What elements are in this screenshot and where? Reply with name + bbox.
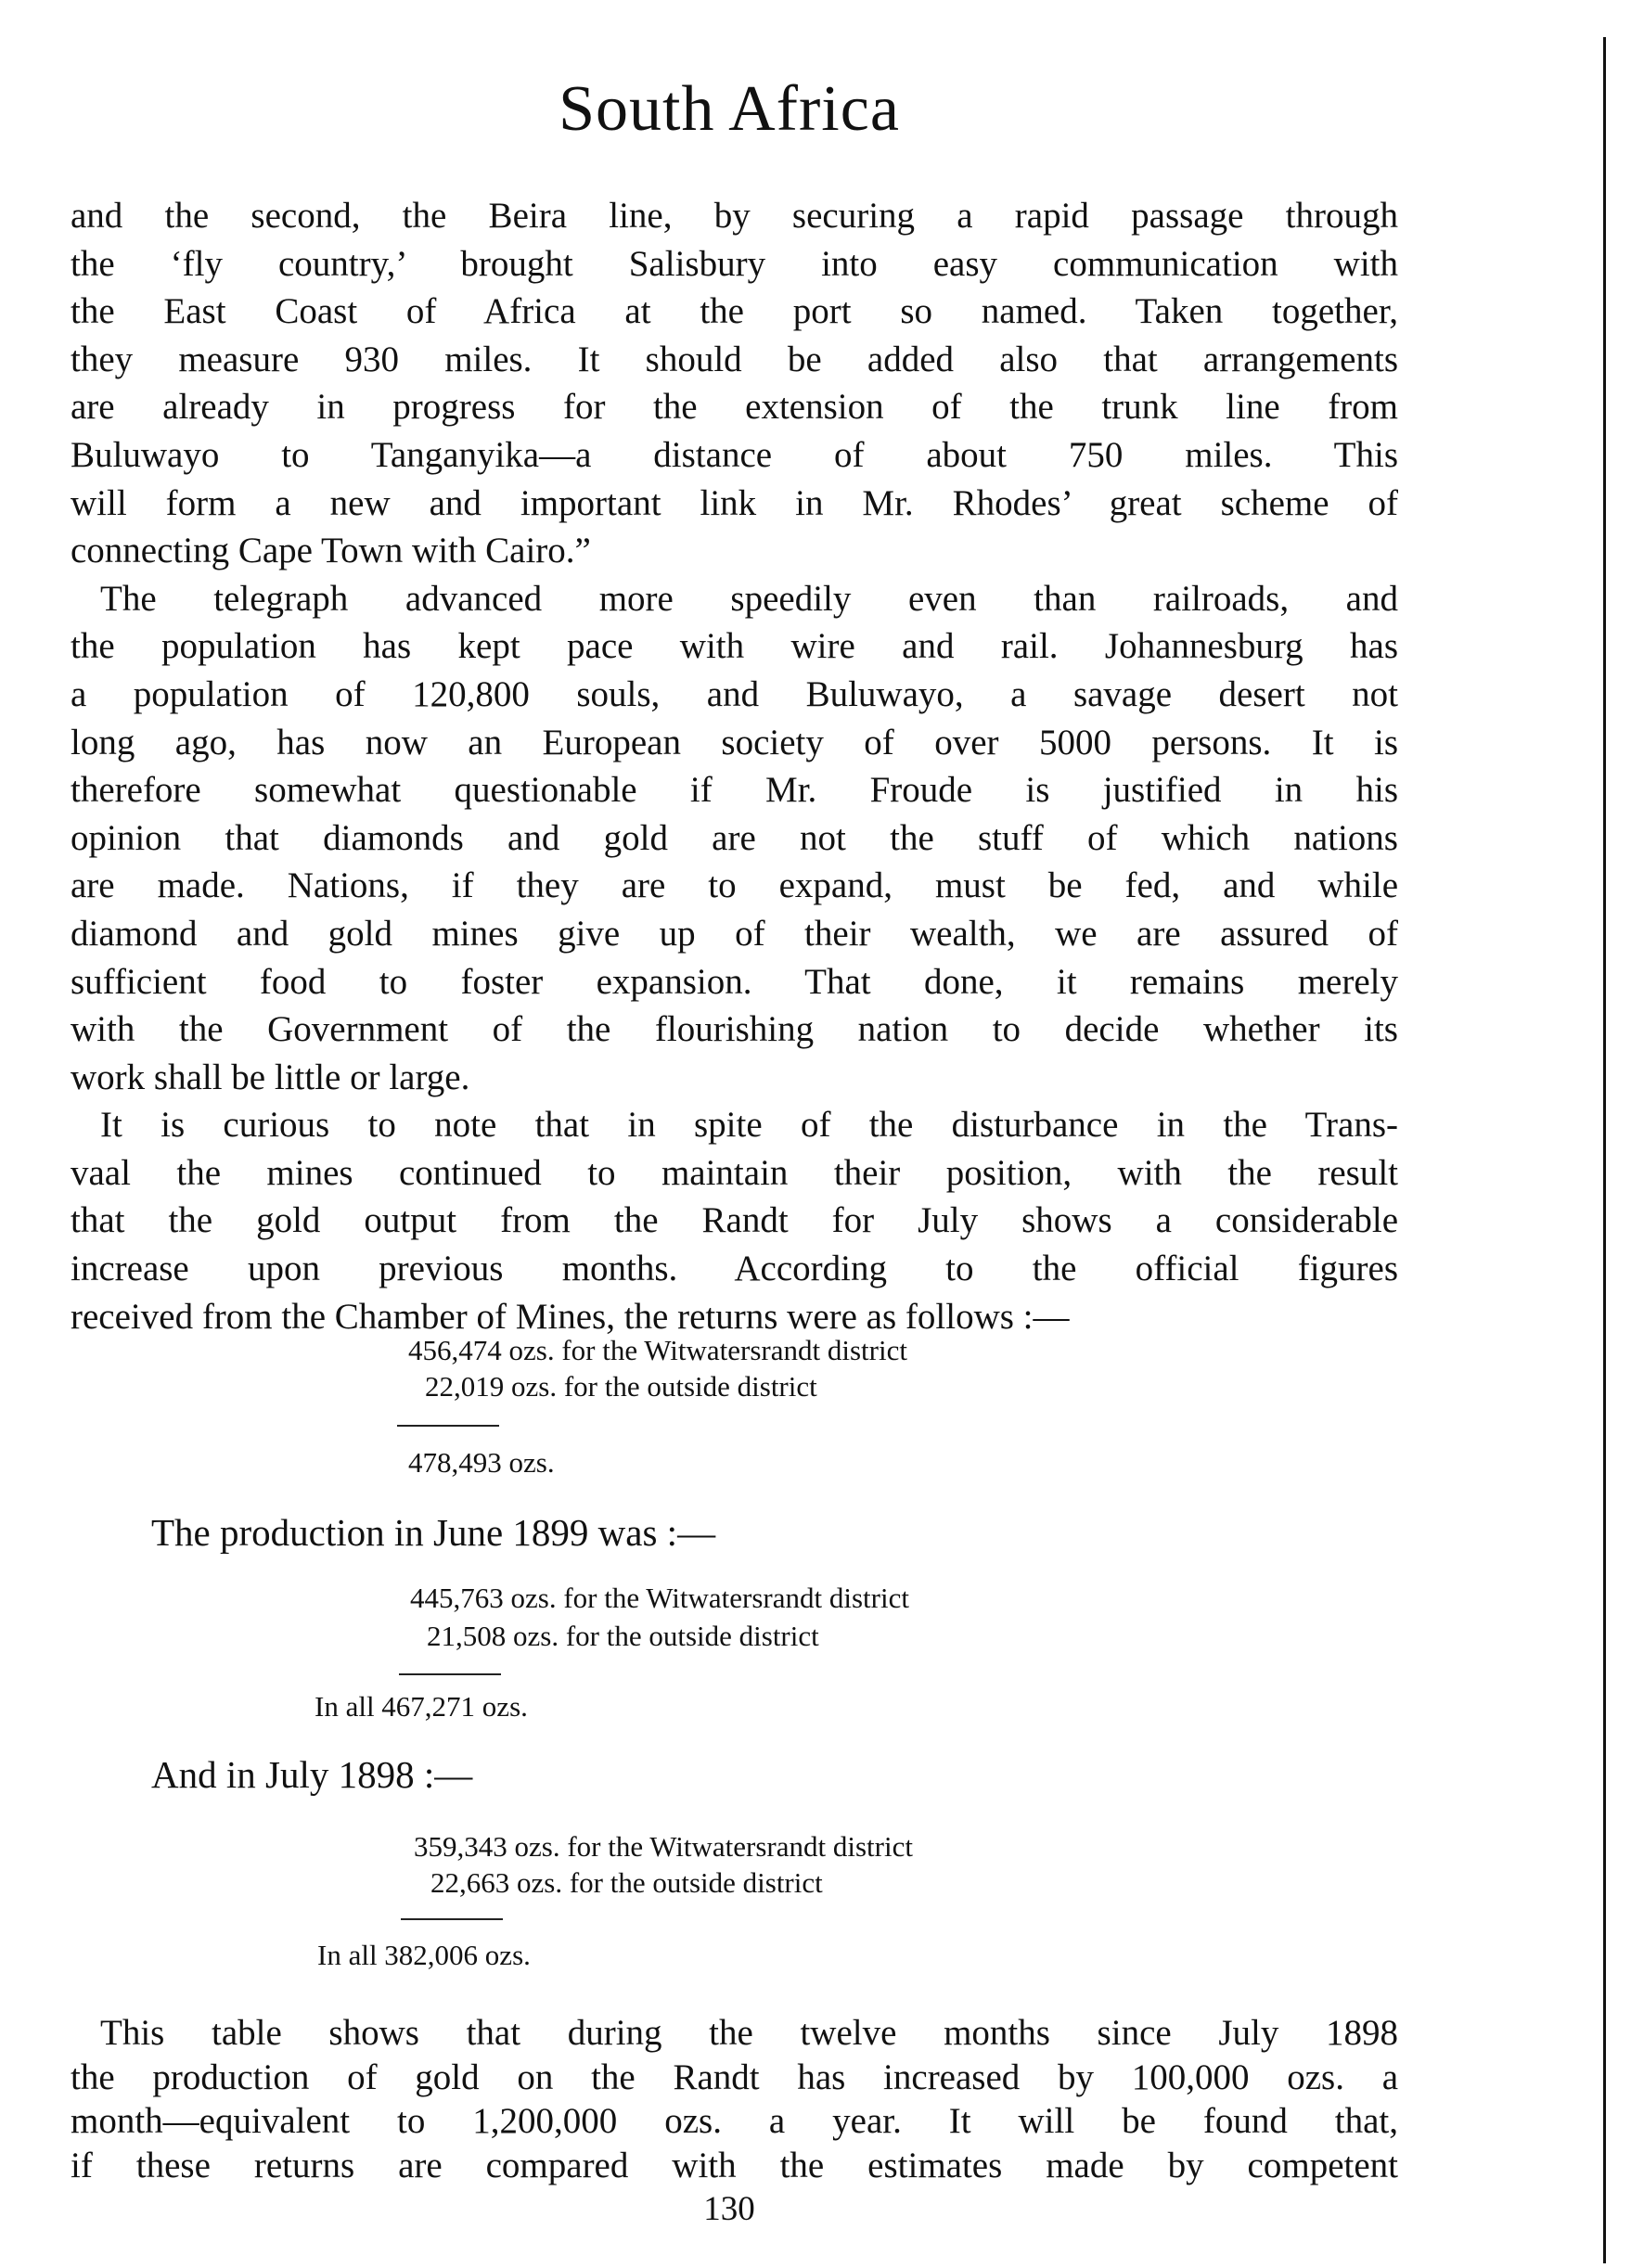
text-line: work shall be little or large. [71, 1057, 470, 1097]
table-lead: The production in June 1899 was :— [151, 1511, 716, 1554]
text-line: they measure 930 miles. It should be added also that arrangements [71, 339, 1398, 379]
text-line: connecting Cape Town with Cairo.” [71, 531, 591, 571]
text-line: if these returns are compared with the estimates made by competent [71, 2146, 1398, 2186]
text-line: increase upon previous months. According to the official figures [71, 1249, 1398, 1289]
text-line: with the Government of the flourishing nation to decide whether its [71, 1009, 1398, 1050]
text-line: month—equivalent to 1,200,000 ozs. a year. It will be found that, [71, 2101, 1398, 2142]
text-line: and the second, the Beira line, by securing a rapid passage through [71, 196, 1398, 236]
text-line: the East Coast of Africa at the port so named. Taken together, [71, 291, 1398, 332]
sum-rule [397, 1425, 499, 1427]
sum-rule [401, 1918, 503, 1920]
sum-rule [399, 1673, 501, 1675]
table-row: 456,474 ozs. for the Witwatersrandt district [408, 1334, 907, 1366]
text-line: opinion that diamonds and gold are not the stuff of which nations [71, 817, 1398, 858]
text-line: Buluwayo to Tanganyika—a distance of about 750 miles. This [71, 434, 1398, 475]
table-row: 21,508 ozs. for the outside district [427, 1620, 819, 1652]
text-line: This table shows that during the twelve months since July 1898 [100, 2013, 1398, 2053]
text-line: sufficient food to foster expansion. That done, it remains merely [71, 961, 1398, 1002]
text-line: the production of gold on the Randt has increased by 100,000 ozs. a [71, 2057, 1398, 2097]
text-line: the ‘fly country,’ brought Salisbury into easy communication with [71, 243, 1398, 284]
closing-paragraph [71, 2011, 1398, 2188]
text-line: the population has kept pace with wire and rail. Johannesburg has [71, 626, 1398, 667]
text-line: vaal the mines continued to maintain their position, with the result [71, 1152, 1398, 1193]
text-line: will form a new and important link in Mr. Rhodes’ great scheme of [71, 482, 1398, 523]
text-line: long ago, has now an European society of over 5000 persons. It is [71, 722, 1398, 762]
text-line: diamond and gold mines give up of their wealth, we are assured of [71, 913, 1398, 954]
text-line: are already in progress for the extension of the trunk line from [71, 387, 1398, 428]
table-total: 478,493 ozs. [408, 1446, 555, 1479]
text-line: It is curious to note that in spite of the disturbance in the Trans- [100, 1105, 1398, 1146]
text-line: that the gold output from the Randt for July shows a considerable [71, 1200, 1398, 1241]
text-line: are made. Nations, if they are to expand, must be fed, and while [71, 865, 1398, 906]
table-row: 22,663 ozs. for the outside district [430, 1866, 823, 1899]
page-title: South Africa [559, 73, 900, 145]
table-lead: And in July 1898 :— [151, 1753, 473, 1796]
text-line: The telegraph advanced more speedily even than railroads, and [100, 578, 1398, 619]
table-row: 359,343 ozs. for the Witwatersrandt district [414, 1830, 913, 1863]
page-edge-line [1603, 37, 1606, 2263]
text-line: therefore somewhat questionable if Mr. Froude is justified in his [71, 770, 1398, 811]
table-total: In all 382,006 ozs. [317, 1939, 531, 1971]
text-line: a population of 120,800 souls, and Buluwayo, a savage desert not [71, 673, 1398, 714]
table-row: 445,763 ozs. for the Witwatersrandt district [410, 1582, 909, 1614]
text-line: received from the Chamber of Mines, the returns were as follows :— [71, 1296, 1070, 1337]
table-row: 22,019 ozs. for the outside district [425, 1370, 817, 1403]
page-number: 130 [703, 2190, 755, 2228]
body-text [71, 192, 1398, 1340]
table-total: In all 467,271 ozs. [315, 1690, 528, 1723]
